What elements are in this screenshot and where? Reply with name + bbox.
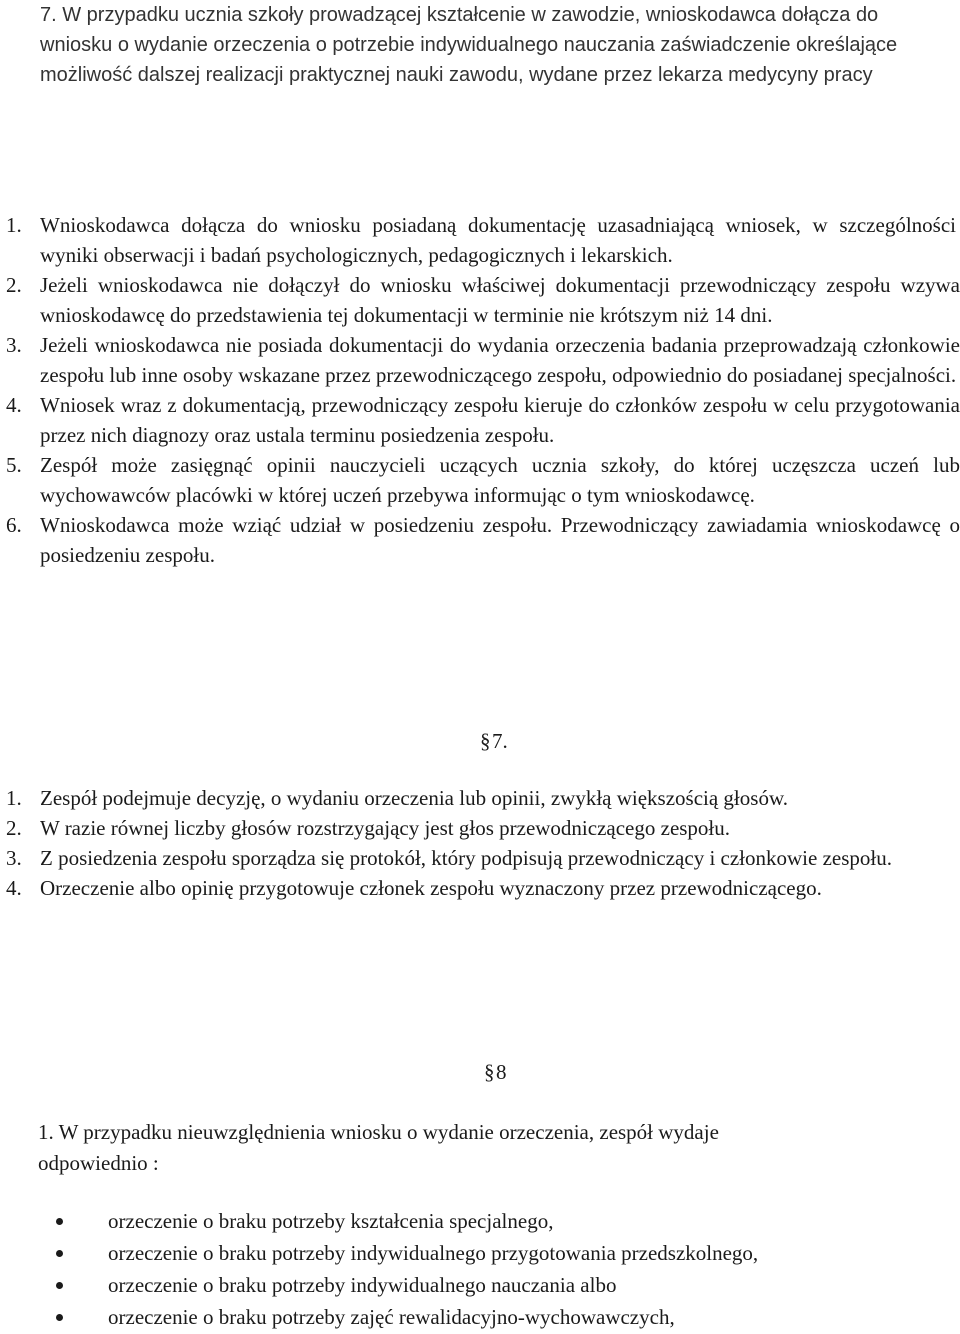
section8-bullet-list: [0, 1206, 960, 1334]
bullet-icon: [56, 1250, 63, 1257]
item-number: 5.: [6, 453, 22, 477]
intro-text: 7. W przypadku ucznia szkoły prowadzącej kształcenie w zawodzie, wnioskodawca dołącza do wniosku o wydanie orzeczenia o potrzebie indywidualnego nauczania zaświadczenie określające możliwość dalszej realizacji praktycznej nauki zawodu, wydane przez lekarza medycyny pracy: [40, 4, 898, 86]
section7-heading: [480, 726, 508, 756]
bullet-icon: [56, 1314, 63, 1321]
bullet-item: [0, 1270, 960, 1302]
item-number: 4.: [6, 876, 22, 900]
section8-paragraph-line2: odpowiednio :: [38, 1151, 159, 1175]
bullet-item: [0, 1302, 960, 1334]
item-text: Z posiedzenia zespołu sporządza się protokół, który podpisują przewodniczący i członkowie zespołu.: [40, 846, 892, 870]
section7-number: 7.: [492, 729, 508, 753]
item-number: 6.: [6, 513, 22, 537]
list-item: [0, 873, 960, 903]
section-sign-icon: §: [484, 1060, 495, 1084]
item-number: 1.: [6, 786, 22, 810]
intro-paragraph: [40, 0, 920, 90]
item-text: Jeżeli wnioskodawca nie dołączył do wniosku właściwej dokumentacji przewodniczący zespołu wzywa wnioskodawcę do przedstawienia tej dokumentacji w terminie nie krótszym niż 14 dni.: [40, 273, 960, 327]
item-text: Wnioskodawca dołącza do wniosku posiadaną dokumentację uzasadniającą wniosek, w szczególności wyniki obserwacji i badań psychologicznych, pedagogicznych i lekarskich.: [40, 213, 956, 267]
bullet-item: [0, 1206, 960, 1238]
list-item: [0, 510, 960, 570]
item-number: 4.: [6, 393, 22, 417]
bullet-item: [0, 1238, 960, 1270]
list-item: [0, 450, 960, 510]
item-number: 3.: [6, 846, 22, 870]
list-item: [0, 390, 960, 450]
item-text: Orzeczenie albo opinię przygotowuje członek zespołu wyznaczony przez przewodniczącego.: [40, 876, 822, 900]
item-text: W razie równej liczby głosów rozstrzygający jest głos przewodniczącego zespołu.: [40, 816, 731, 840]
list-item: [0, 270, 960, 330]
bullet-text: orzeczenie o braku potrzeby indywidualnego przygotowania przedszkolnego,: [108, 1241, 759, 1265]
item-text: Wnioskodawca może wziąć udział w posiedzeniu zespołu. Przewodniczący zawiadamia wnioskodawcę o posiedzeniu zespołu.: [40, 513, 960, 567]
item-text: Wniosek wraz z dokumentacją, przewodniczący zespołu kieruje do członków zespołu w celu przygotowania przez nich diagnozy oraz ustala terminu posiedzenia zespołu.: [40, 393, 960, 447]
item-text: Zespół może zasięgnąć opinii nauczycieli uczących ucznia szkoły, do której uczęszcza uczeń lub wychowawców placówki w której uczeń przebywa informując o tym wnioskodawcę.: [40, 453, 960, 507]
list-item: [0, 783, 960, 813]
bullet-icon: [56, 1282, 63, 1289]
item-number: 3.: [6, 333, 22, 357]
list-item: [0, 210, 960, 270]
item-number: 2.: [6, 273, 22, 297]
item-text: Zespół podejmuje decyzję, o wydaniu orzeczenia lub opinii, zwykłą większością głosów.: [40, 786, 788, 810]
item-text: Jeżeli wnioskodawca nie posiada dokumentacji do wydania orzeczenia badania przeprowadzają członkowie zespołu lub inne osoby wskazane przez przewodniczącego zespołu, odpowiednio do posiadanej specjalności.: [40, 333, 960, 387]
section-sign-icon: §: [480, 729, 491, 753]
item-number: 2.: [6, 816, 22, 840]
bullet-text: orzeczenie o braku potrzeby indywidualnego nauczania albo: [108, 1273, 617, 1297]
list-item: [0, 813, 960, 843]
section6-list: [0, 210, 960, 570]
section8-heading: [484, 1057, 507, 1087]
list-item: [0, 330, 960, 390]
section8-number: 8: [496, 1060, 507, 1084]
item-number: 1.: [6, 213, 22, 237]
bullet-icon: [56, 1218, 63, 1225]
list-item: [0, 843, 960, 873]
section7-list: [0, 783, 960, 903]
bullet-text: orzeczenie o braku potrzeby zajęć rewalidacyjno-wychowawczych,: [108, 1305, 675, 1329]
section8-paragraph-line1: 1. W przypadku nieuwzględnienia wniosku o wydanie orzeczenia, zespół wydaje: [38, 1120, 719, 1144]
bullet-text: orzeczenie o braku potrzeby kształcenia specjalnego,: [108, 1209, 554, 1233]
